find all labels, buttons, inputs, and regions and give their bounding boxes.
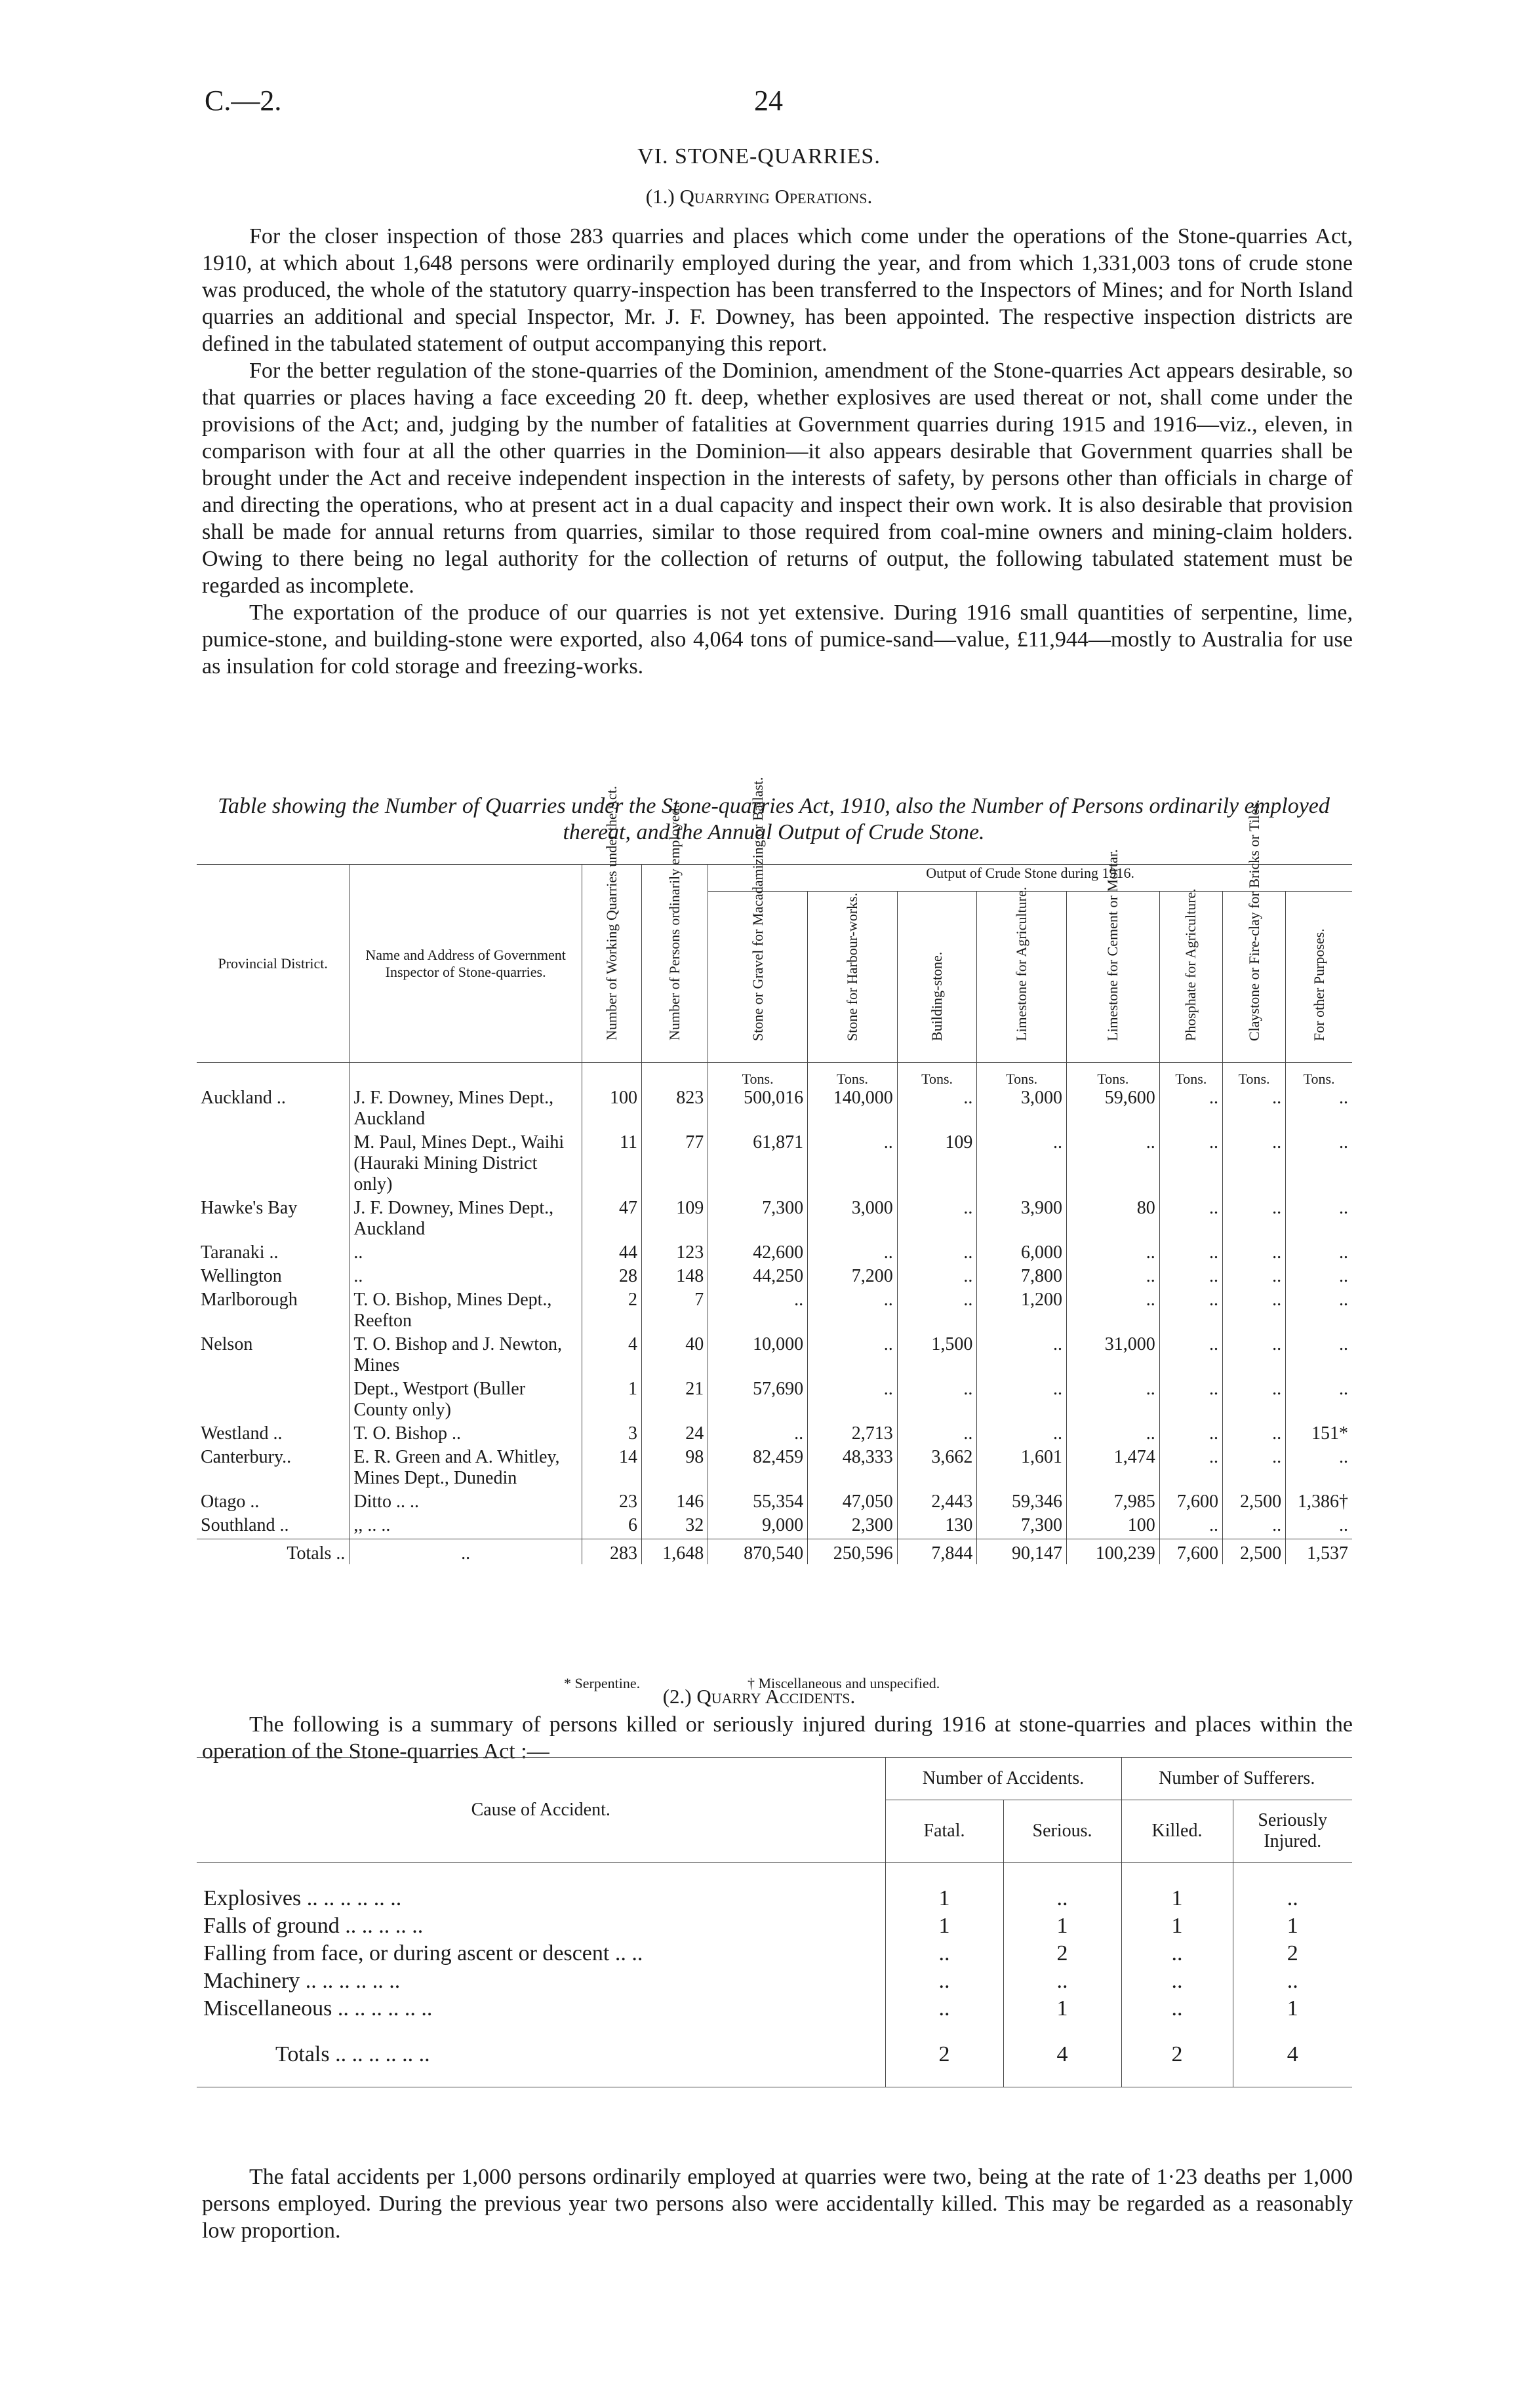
paragraph-2: For the better regulation of the stone-quarries of the Dominion, amendment of the Stone-quarries Act appears desirable, so that quarries or places having a face exceeding 20 ft. deep, whether explosives are used thereat or not, shall come under the provisions of the Act; and, judging by the number of fatalities at Government quarries during 1915 and 1916—viz., eleven, in comparison with four at all the other quarries in the Dominion—it also appears desirable that Government quarries shall be brought under the Act and receive independent inspection in the interests of safety, by persons other than officials in charge of and directing the operations, who at present act in a dual capacity and inspect their own work. It is also desirable that provision shall be made for annual returns from quarries, similar to those required from coal-mine owners and mining-claim holders. Owing to there being no legal authority for the collection of returns of output, the following tabulated statement must be regarded as incomplete. — [202, 359, 1353, 598]
output-row: Southland .. ,, .. .. 6 32 9,000 2,300 130 7,300 100 .. .. .. — [197, 1515, 1352, 1539]
accident-row: Falling from face, or during ascent or descent .. .. .. 2 .. 2 — [197, 1940, 1352, 1967]
header-claystone: Claystone or Fire-clay for Bricks or Tiles. — [1245, 799, 1262, 1041]
accident-row: Machinery .. .. .. .. .. .. .. .. .. .. — [197, 1967, 1352, 1995]
body-text — [202, 223, 1353, 680]
closing-paragraph: The fatal accidents per 1,000 persons ordinarily employed at quarries were two, being at the rate of 1·23 deaths per 1,000 persons employed. During the previous year two persons also were accidentally killed. This may be regarded as a reasonably low proportion. — [202, 2165, 1353, 2243]
output-row: Westland .. T. O. Bishop .. 3 24 .. 2,713 .. .. .. .. .. 151* — [197, 1423, 1352, 1447]
output-row: Hawke's Bay J. F. Downey, Mines Dept., Auckland 47 109 7,300 3,000 .. 3,900 80 .. .. .. — [197, 1198, 1352, 1242]
page-number: 24 — [754, 85, 783, 117]
header-killed: Killed. — [1121, 1800, 1233, 1863]
paragraph-1: For the closer inspection of those 283 quarries and places which come under the operations of the Stone-quarries Act, 1910, at which about 1,648 persons were ordinarily employed during the year, and from which 1,331,003 tons of crude stone was produced, the whole of the statutory quarry-inspection has been transferred to the Inspectors of Mines; and for North Island quarries an additional and special Inspector, Mr. J. F. Downey, has been appointed. The respective inspection districts are defined in the tabulated statement of output accompanying this report. — [202, 224, 1353, 356]
subsection-title-operations: (1.) Quarrying Operations. — [645, 185, 873, 208]
header-district: Provincial District. — [197, 865, 350, 1063]
accident-row: Falls of ground .. .. .. .. .. 1 1 1 1 — [197, 1912, 1352, 1940]
document-reference: C.—2. — [205, 85, 282, 117]
header-cause: Cause of Accident. — [197, 1758, 885, 1863]
output-row: Wellington .. 28 148 44,250 7,200 .. 7,800 .. .. .. .. — [197, 1266, 1352, 1290]
header-seriously-injured: Seriously Injured. — [1233, 1800, 1352, 1863]
output-row: M. Paul, Mines Dept., Waihi (Hauraki Mining District only) 11 77 61,871 .. 109 .. .. .. .. .. — [197, 1132, 1352, 1198]
header-lime-agri: Limestone for Agriculture. — [1013, 886, 1030, 1041]
subsection-title-accidents: (2.) Quarry Accidents. — [662, 1685, 856, 1708]
table-caption: Table showing the Number of Quarries under the Stone-quarries Act, 1910, also the Number of Persons ordinarily employed thereat, and the Annual Output of Crude Stone. — [218, 794, 1330, 844]
accident-row: Explosives .. .. .. .. .. .. 1 .. 1 .. — [197, 1863, 1352, 1913]
footnote-serpentine: * Serpentine. — [564, 1675, 641, 1691]
output-row: Otago .. Ditto .. .. 23 146 55,354 47,050 2,443 59,346 7,985 7,600 2,500 1,386† — [197, 1491, 1352, 1515]
header-output-group: Output of Crude Stone during 1916. — [708, 865, 1352, 892]
accident-row: Miscellaneous .. .. .. .. .. .. .. 1 .. 1 — [197, 1995, 1352, 2023]
header-macadam: Stone or Gravel for Macadamizing or Ballast. — [749, 777, 766, 1041]
header-building: Building-stone. — [929, 951, 946, 1041]
accidents-totals-row: Totals .. .. .. .. .. .. 2 4 2 4 — [197, 2023, 1352, 2087]
section-title: VI. STONE-QUARRIES. — [637, 144, 881, 168]
header-other: For other Purposes. — [1310, 928, 1327, 1041]
paragraph-3: The exportation of the produce of our quarries is not yet extensive. During 1916 small quantities of serpentine, lime, pumice-stone, and building-stone were exported, also 4,064 tons of pumice-sand—value, £11,944—mostly to Australia for use as insulation for cold storage and freezing-works. — [202, 601, 1353, 679]
output-row: Marlborough T. O. Bishop, Mines Dept., Reefton 2 7 .. .. .. 1,200 .. .. .. .. — [197, 1290, 1352, 1334]
output-row: Nelson T. O. Bishop and J. Newton, Mines 4 40 10,000 .. 1,500 .. 31,000 .. .. .. — [197, 1334, 1352, 1379]
accidents-table — [197, 1757, 1352, 2089]
header-quarries: Number of Working Quarries under the Act. — [603, 785, 620, 1040]
header-inspector: Name and Address of Government Inspector of Stone-quarries. — [350, 865, 582, 1063]
output-row: Dept., Westport (Buller County only) 1 21 57,690 .. .. .. .. .. .. .. — [197, 1379, 1352, 1423]
output-row: Canterbury.. E. R. Green and A. Whitley, Mines Dept., Dunedin 14 98 82,459 48,333 3,662 1,601 1,474 .. .. .. — [197, 1447, 1352, 1491]
accidents-intro: The following is a summary of persons killed or seriously injured during 1916 at stone-quarries and places within the operation of the Stone-quarries Act :— — [202, 1712, 1353, 1764]
header-serious: Serious. — [1003, 1800, 1121, 1863]
header-fatal: Fatal. — [885, 1800, 1003, 1863]
output-row: Auckland .. J. F. Downey, Mines Dept., Auckland 100 823 500,016 140,000 .. 3,000 59,600 .. .. .. — [197, 1088, 1352, 1132]
header-harbour: Stone for Harbour-works. — [843, 892, 860, 1041]
units-row: Tons. Tons. Tons. Tons. Tons. Tons. Tons. Tons. — [197, 1063, 1352, 1088]
footnote-misc: † Miscellaneous and unspecified. — [748, 1675, 940, 1691]
header-persons: Number of Persons ordinarily employed. — [666, 804, 683, 1040]
header-accidents: Number of Accidents. — [885, 1758, 1121, 1800]
output-row: Taranaki .. .. 44 123 42,600 .. .. 6,000 .. .. .. .. — [197, 1242, 1352, 1266]
header-lime-cement: Limestone for Cement or Mortar. — [1104, 849, 1121, 1041]
output-totals-row: Totals .. .. 283 1,648 870,540 250,596 7,844 90,147 100,239 7,600 2,500 1,537 — [197, 1539, 1352, 1565]
header-phosphate: Phosphate for Agriculture. — [1182, 888, 1199, 1041]
header-sufferers: Number of Sufferers. — [1121, 1758, 1352, 1800]
